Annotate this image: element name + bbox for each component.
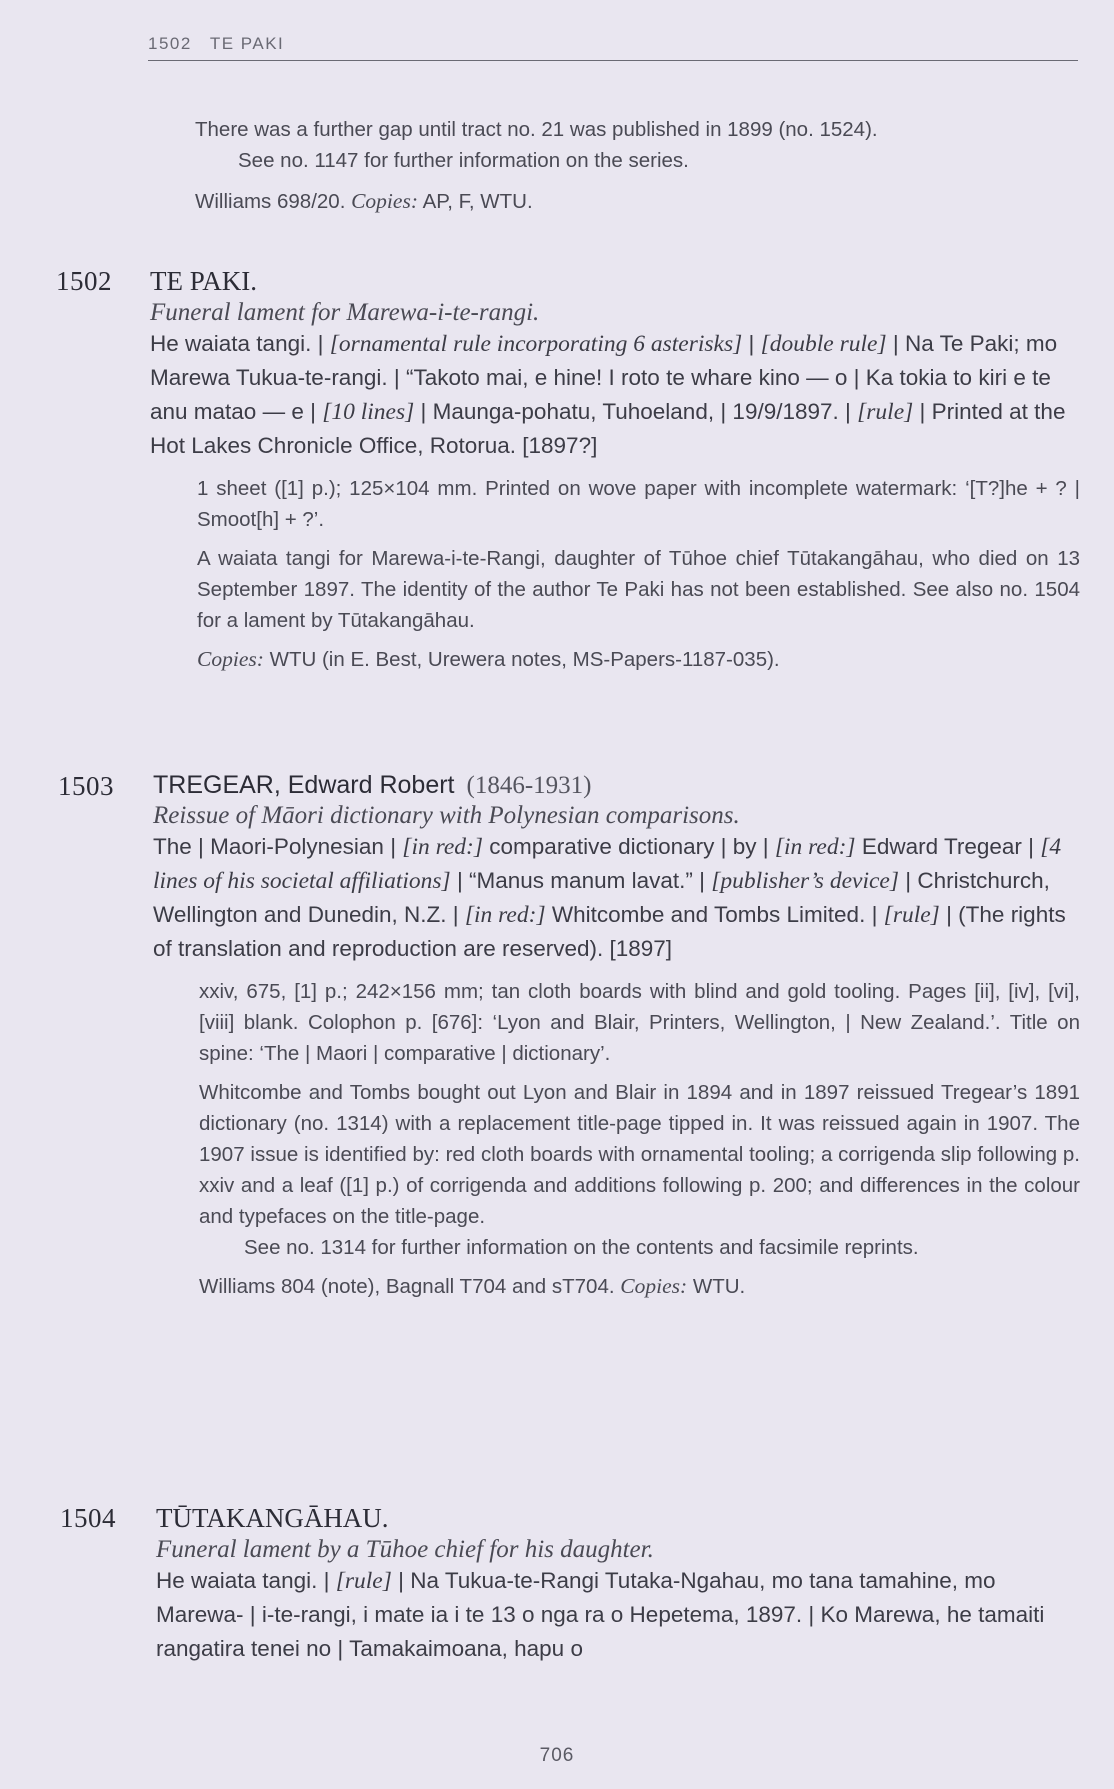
entry-1503-refs [199,1271,1080,1302]
bibliographic-refs: Williams 804 (note), Bagnall T704 and sT704. [199,1275,615,1298]
transcription-text: | Maunga-pohatu, Tuhoeland, | 19/9/1897. | [414,399,858,424]
entry-1503-notes [199,976,1080,1302]
entry-number-1502: 1502 [56,266,112,296]
entry-1504-transcription [156,1564,1080,1666]
editorial-note: [rule] [857,399,914,425]
editorial-note: [in red:] [464,902,546,928]
entry-1503-commentary: Whitcombe and Tombs bought out Lyon and Blair in 1894 and in 1897 reissued Tregear’s 1891 dictionary (no. 1314) with a replacement title-page tipped in. It was reissued again in 1907. The 1907 issue is identified by: red cloth boards with ornamental tooling; a corrigenda slip following p. xxiv and a leaf ([1] p.) of corrigenda and additions following p. 200; and differences in the colour and typefaces on the title-page. [199,1081,1080,1228]
entry-1502-transcription [150,327,1080,463]
entry-number-1504: 1504 [60,1503,116,1533]
transcription-text: | (The rights of translation and reproduction are reserved). [1897] [153,902,1066,961]
editorial-note: [in red:] [402,834,484,860]
entry-1502-physical-description: 1 sheet ([1] p.); 125×104 mm. Printed on wove paper with incomplete watermark: ‘[T?]he + ? | Smoot[h] + ?’. [197,477,1080,531]
previous-entry-copies-label: Copies: [351,189,418,213]
entry-1503-dates: (1846-1931) [466,772,592,799]
previous-entry-note-line1: There was a further gap until tract no. 21 was published in 1899 (no. 1524). [195,118,878,141]
entry-1502-title: Funeral lament for Marewa-i-te-rangi. [150,299,540,326]
copies-label: Copies: [197,647,264,671]
entry-1503-title: Reissue of Māori dictionary with Polynesian comparisons. [153,802,740,829]
entry-1503-transcription [153,830,1080,966]
editorial-note: [publisher’s device] [711,868,899,894]
transcription-text: | Na Te Paki; mo Marewa Tukua-te-rangi. | “Takoto mai, e hine! I roto te whare kino — o | Ka tokia to kiri e te anu matao — e | [150,331,1058,424]
transcription-text: | Na Tukua-te-Rangi Tutaka-Ngahau, mo tana tamahine, mo Marewa- | i-te-rangi, i mate ia i te 13 o nga ra o Hepetema, 1897. | Ko Marewa, he tamaiti rangatira tenei no | Tamakaimoana, hapu o [156,1568,1045,1661]
previous-entry-copies: AP, F, WTU. [422,190,533,213]
transcription-text: Edward Tregear | [855,834,1041,859]
entry-1504-title: Funeral lament by a Tūhoe chief for his daughter. [156,1536,654,1563]
entry-1503-heading: TREGEAR, Edward Robert [153,771,455,799]
transcription-text: He waiata tangi. | [156,1568,336,1593]
previous-entry-notes [195,114,1085,217]
entry-1502-copies [197,644,1080,675]
transcription-text: | [742,331,761,356]
entry-1502-heading: TE PAKI. [150,266,258,296]
running-head-page-number: 1502 [148,34,192,53]
entry-1502-commentary: A waiata tangi for Marewa-i-te-Rangi, daughter of Tūhoe chief Tūtakangāhau, who died on 13 September 1897. The identity of the author Te Paki has not been established. See also no. 1504 for a lament by Tūtakangāhau. [197,547,1080,632]
editorial-note: [rule] [335,1568,392,1594]
previous-entry-bibliographic-refs: Williams 698/20. [195,190,346,213]
transcription-text: Whitcombe and Tombs Limited. | [545,902,884,927]
entry-1502 [150,266,1080,675]
transcription-text: | “Manus manum lavat.” | [450,868,712,893]
editorial-note: [4 lines of his societal affiliations] [153,834,1062,894]
running-head [148,34,1078,61]
previous-entry-refs [195,186,1085,217]
copies-label: Copies: [620,1274,688,1298]
entry-1502-notes [197,473,1080,675]
editorial-note: [10 lines] [322,399,415,425]
copies-holdings: WTU. [692,1275,746,1298]
page-folio: 706 [539,1745,575,1766]
entry-1503-physical-description: xxiv, 675, [1] p.; 242×156 mm; tan cloth boards with blind and gold tooling. Pages [ii], [iv], [vi], [viii] blank. Colophon p. [676]: ‘Lyon and Blair, Printers, Wellington, | New Zealand.’. Title on spine: ‘The | Maori | comparative | dictionary’. [199,980,1080,1065]
copies-holdings: WTU (in E. Best, Urewera notes, MS-Papers-1187-035). [269,648,780,671]
editorial-note: [rule] [883,902,940,928]
entry-1504-heading: TŪTAKANGĀHAU. [156,1503,389,1533]
entry-1504 [156,1503,1080,1666]
editorial-note: [ornamental rule incorporating 6 asterisks] [329,331,743,357]
running-head-title: TE PAKI [209,34,285,53]
previous-entry-note [195,114,1085,176]
editorial-note: [in red:] [774,834,856,860]
entry-1503 [153,771,1080,1302]
transcription-text: The | Maori-Polynesian | [153,834,403,859]
transcription-text: | Christchurch, Wellington and Dunedin, N.Z. | [153,868,1050,927]
entry-number-1503: 1503 [58,771,114,801]
previous-entry-note-line2: See no. 1147 for further information on the series. [238,149,689,172]
entry-1503-see-also: See no. 1314 for further information on the contents and facsimile reprints. [244,1236,919,1259]
transcription-text: He waiata tangi. | [150,331,330,356]
editorial-note: [double rule] [760,331,887,357]
transcription-text: comparative dictionary | by | [483,834,775,859]
transcription-text: | Printed at the Hot Lakes Chronicle Office, Rotorua. [1897?] [150,399,1066,458]
